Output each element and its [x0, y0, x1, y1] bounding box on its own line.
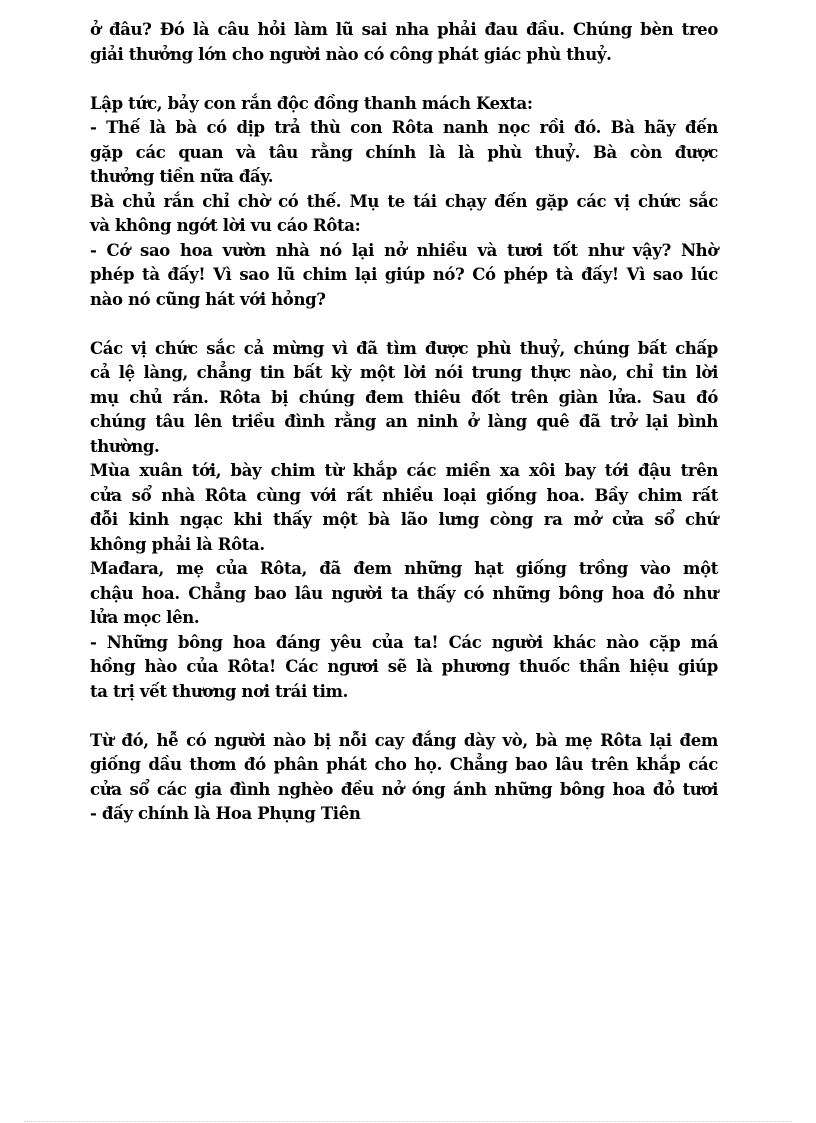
text-line: Các vị chức sắc cả mừng vì đã tìm được phù thuỷ, chúng bất chấp — [90, 338, 718, 358]
paragraph-gap — [90, 312, 718, 337]
text-line: - đấy chính là Hoa Phụng Tiên — [90, 804, 361, 823]
text-line: chúng tâu lên triều đình rằng an ninh ở làng quê đã trở lại bình — [90, 412, 718, 431]
text-line: nào nó cũng hát với hỏng? — [90, 289, 326, 309]
text-line: lửa mọc lên. — [90, 608, 200, 627]
text-line: - Thế là bà có dịp trả thù con Rôta nanh nọc rồi đó. Bà hãy đến — [90, 118, 718, 137]
text-line: cửa sổ các gia đình nghèo đều nở óng ánh những bông hoa đỏ tươi — [90, 779, 718, 799]
text-line: - Những bông hoa đáng yêu của ta! Các người khác nào cặp má — [90, 632, 718, 652]
paragraph-gap — [90, 704, 718, 729]
text-line: cả lệ làng, chẳng tin bất kỳ một lời nói trung thực nào, chỉ tin lời — [90, 363, 718, 382]
text-line: Mađara, mẹ của Rôta, đã đem những hạt giống trồng vào một — [90, 559, 718, 578]
text-line: hồng hào của Rôta! Các ngươi sẽ là phương thuốc thần hiệu giúp — [90, 657, 718, 676]
story-text — [90, 18, 718, 827]
paragraph-gap — [90, 67, 718, 92]
text-line: và không ngớt lời vu cáo Rôta: — [90, 216, 361, 235]
text-line: giải thưởng lớn cho người nào có công phát giác phù thuỷ. — [90, 44, 612, 64]
text-line: cửa sổ nhà Rôta cùng với rất nhiều loại giống hoa. Bầy chim rất — [90, 485, 718, 505]
text-line: Mùa xuân tới, bày chim từ khắp các miền xa xôi bay tới đậu trên — [90, 461, 718, 480]
text-line: Lập tức, bảy con rắn độc đồng thanh mách Kexta: — [90, 93, 533, 113]
text-line: - Cớ sao hoa vườn nhà nó lại nở nhiều và tươi tốt như vậy? Nhờ — [90, 240, 718, 260]
page-bottom-divider — [24, 1121, 792, 1122]
text-line: chậu hoa. Chẳng bao lâu người ta thấy có những bông hoa đỏ như — [90, 583, 718, 603]
text-line: ta trị vết thương nơi trái tim. — [90, 681, 349, 701]
text-line: gặp các quan và tâu rằng chính là là phù thuỷ. Bà còn được — [90, 142, 718, 162]
text-line: đỗi kinh ngạc khi thấy một bà lão lưng còng ra mở cửa sổ chứ — [90, 510, 718, 529]
text-line: thưởng tiền nữa đấy. — [90, 167, 274, 186]
text-line: phép tà đấy! Vì sao lũ chim lại giúp nó? Có phép tà đấy! Vì sao lúc — [90, 265, 718, 284]
text-line: không phải là Rôta. — [90, 534, 265, 554]
text-line: ở đâu? Đó là câu hỏi làm lũ sai nha phải đau đầu. Chúng bèn treo — [90, 20, 718, 39]
text-line: Từ đó, hễ có người nào bị nỗi cay đắng dày vò, bà mẹ Rôta lại đem — [90, 730, 718, 750]
text-line: Bà chủ rắn chỉ chờ có thế. Mụ te tái chạy đến gặp các vị chức sắc — [90, 191, 718, 211]
text-line: giống dầu thơm đó phân phát cho họ. Chẳng bao lâu trên khắp các — [90, 755, 718, 774]
text-line: thường. — [90, 436, 160, 456]
text-line: mụ chủ rắn. Rôta bị chúng đem thiêu đốt trên giàn lửa. Sau đó — [90, 387, 718, 407]
